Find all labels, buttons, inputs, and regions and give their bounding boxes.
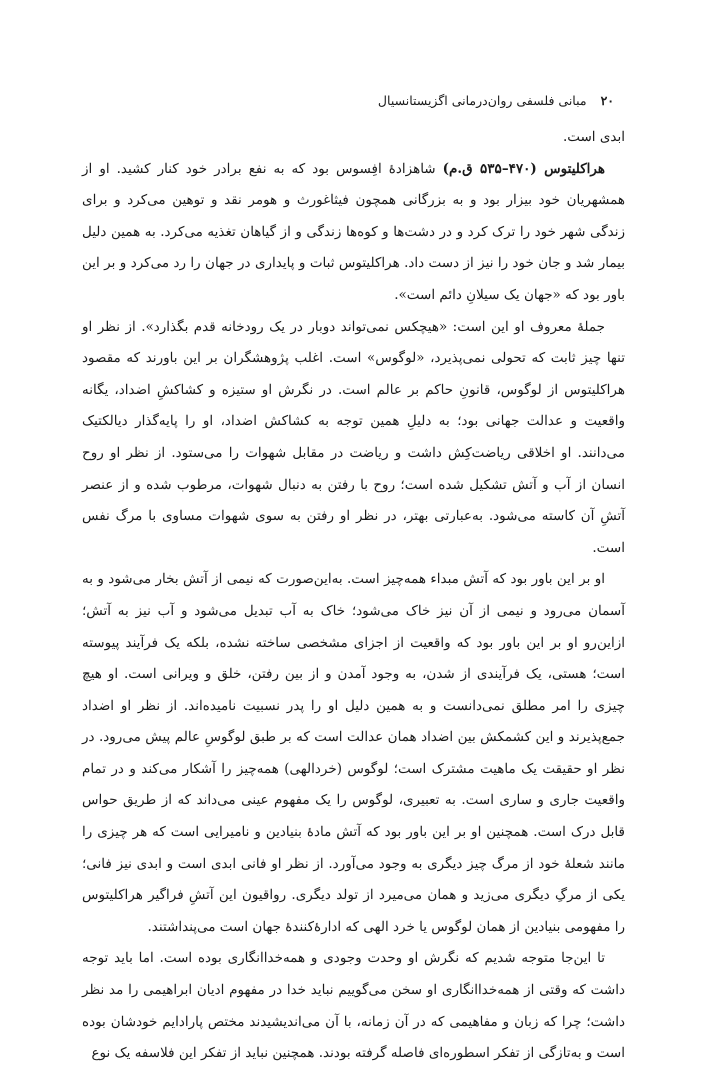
paragraph-5-text: تا این‌جا متوجه شدیم که نگرش او وحدت وجودی و همه‌خداانگاری بوده است. اما باید توجه داشت که وقتی از همه‌خداانگاری او سخن می‌گوییم نباید خدا در مفهوم ادیان ابراهیمی را مد نظر داشت؛ چرا که زبان و مفاهیمی که در آن زمانه، با آن می‌اندیشیدند مختص پارادایم خودشان بوده است و به‌تازگی از تفکر اسطوره‌ای فاصله گرفته بودند. همچنین نباید از تفکر این فلاسفه یک نوع [82, 950, 625, 1062]
paragraph-3 [82, 312, 625, 565]
page-number: ۲۰ [600, 93, 614, 108]
paragraph-1-text: ابدی است. [562, 129, 625, 145]
paragraph-5 [82, 943, 625, 1069]
paragraph-4-text: او بر این باور بود که آتش مبداء همه‌چیز است. به‌این‌صورت که نیمی از آتش بخار می‌شود و به آسمان می‌رود و نیمی از آن نیز خاک می‌شود؛ خاک به آب تبدیل می‌شود و آب نیز به آتش؛ ازاین‌رو او بر این باور بود که واقعیت از اجزای مشخصی ساخته نشده، بلکه یک فرآیند پیوسته است؛ هستی، یک فرآیندی از شدن، به وجود آمدن و از بین رفتن، خلق و ویرانی است. او هیچ چیزی را امر مطلق نمی‌دانست و به همین دلیل او را پدر نسبیت نامیده‌اند. از نظر او اضداد جمع‌پذیرند و این کشمکش بین اضداد همان عدالت است که بر طبق لوگوسِ عالم پیش می‌رود. در نظر او حقیقت یک ماهیت مشترک است؛ لوگوس (خردالهی) همه‌چیز را آشکار می‌کند و در تمام واقعیت جاری و ساری است. به تعبیری، لوگوس را یک مفهوم عینی می‌داند که از طریق حواس قابل درک است. همچنین او بر این باور بود که آتش مادهٔ بنیادین و نامیرایی است که هر چیزی را مانند شعلهٔ خود از مرگ چیز دیگری به وجود می‌آورد. از نظر او فانی ابدی است و ابدی نیز فانی؛ یکی از مرگِ دیگری می‌زید و همان می‌میرد از تولد دیگری. رواقیون این آتشِ فراگیر هراکلیتوس را مفهومی بنیادین از همان لوگوس یا خرد الهی که ادارهٔ‌کنندهٔ جهان است می‌پنداشتند. [82, 571, 625, 935]
body-text [82, 122, 625, 1070]
paragraph-2 [82, 154, 625, 312]
running-header [94, 92, 614, 110]
paragraph-3-text: جملهٔ معروف او این است: «هیچکس نمی‌تواند دوبار در یک رودخانه قدم بگذارد». از نظر او تنها چیز ثابت که تحولی نمی‌پذیرد، «لوگوس» است. اغلب پژوهشگران بر این باورند که مقصود هراکلیتوس از لوگوس، قانونِ حاکم بر عالم است. در نگرش او ستیزه و کشاکشِ اضداد، یگانه واقعیت و عدالت جهانی بود؛ به دلیلِ همین توجه به کشاکش اضداد، او را پایه‌گذار دیالکتیک می‌دانند. او اخلاقی ریاضت‌کِش داشت و ریاضت در مقابل شهوات را می‌ستود. از نظر او روح انسان از آب و آتش تشکیل شده است؛ روح با رفتن به دنبال شهوات، مرطوب شده و از عنصر آتشِ آن کاسته می‌شود. به‌عبارتی بهتر، در نظر او رفتن به سوی شهوات مساوی با مرگ نفس است. [82, 318, 625, 556]
paragraph-2-text: شاهزادهٔ افِسوس بود که به نفع برادر خود کنار کشید. او از همشهریان خود بیزار بود و به بزرگانی همچون فیثاغورث و هومر نقد و توهین می‌کرد و برای زندگی شهر خود را ترک کرد و در دشت‌ها و کوه‌ها زندگی و از گیاهان تغذیه می‌کرد. به همین دلیل بیمار شد و جان خود را نیز از دست داد. هراکلیتوس ثبات و پایداری در جهان را رد می‌کرد و بر این باور بود که «جهان یک سیلانِ دائم است». [82, 160, 625, 303]
paragraph-1 [82, 122, 625, 154]
book-title: مبانی فلسفی روان‌درمانی اگزیستانسیال [377, 93, 587, 108]
paragraph-2-lead-heading: هراکلیتوس (۴۷۰–۵۳۵ ق.م) [442, 160, 605, 177]
paragraph-4 [82, 564, 625, 943]
